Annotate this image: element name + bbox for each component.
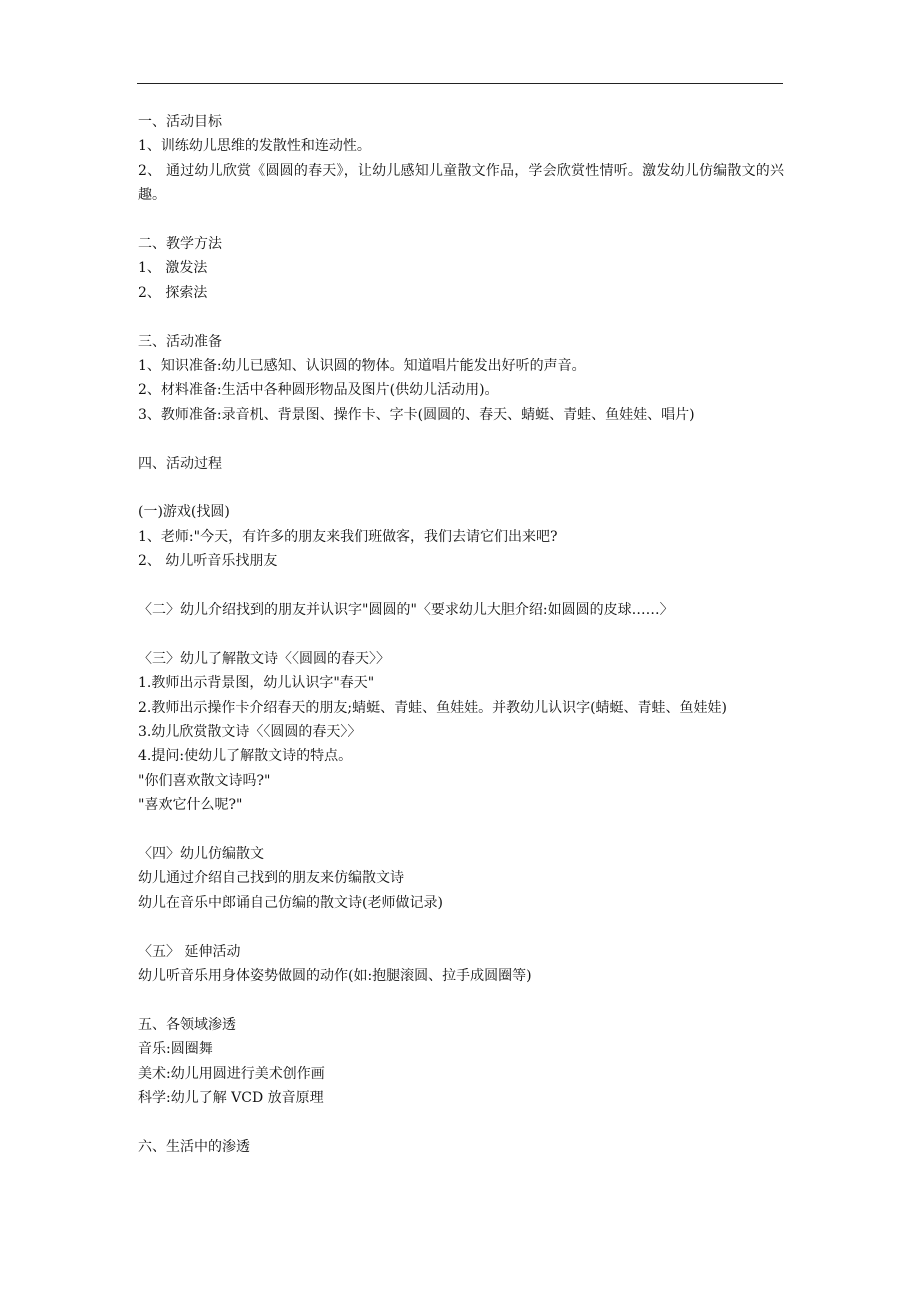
prep-item-3: 3、教师准备:录音机、背景图、操作卡、字卡(圆圆的、春天、蜻蜓、青蛙、鱼娃娃、唱片) <box>138 406 695 423</box>
section-heading-process: 四、活动过程 <box>138 455 222 472</box>
process-part3-question-1: "你们喜欢散文诗吗?" <box>138 772 271 789</box>
document-body <box>138 110 784 1159</box>
process-part1-item-2: 2、 幼儿听音乐找朋友 <box>138 553 278 570</box>
prep-item-1: 1、知识准备:幼儿已感知、认识圆的物体。知道唱片能发出好听的声音。 <box>138 358 586 375</box>
process-part3-question-2: "喜欢它什么呢?" <box>138 797 243 814</box>
spacer <box>138 305 784 329</box>
section-heading-goals: 一、活动目标 <box>138 114 222 130</box>
process-part4-item-2: 幼儿在音乐中郎诵自己仿编的散文诗(老师做记录) <box>138 894 443 911</box>
header-rule <box>137 83 783 84</box>
method-item-1: 1、 激发法 <box>138 260 208 277</box>
domain-item-music: 音乐:圆圈舞 <box>138 1041 213 1058</box>
spacer <box>138 208 784 232</box>
process-part4-title: 〈四〉幼儿仿编散文 <box>138 846 264 863</box>
process-part4-item-1: 幼儿通过介绍自己找到的朋友来仿编散文诗 <box>138 870 404 887</box>
spacer <box>138 427 784 451</box>
domain-item-science: 科学:幼儿了解 VCD 放音原理 <box>138 1090 324 1107</box>
section-heading-domains: 五、各领域渗透 <box>138 1016 236 1033</box>
section-heading-life: 六、生活中的渗透 <box>138 1138 250 1155</box>
spacer <box>138 622 784 646</box>
spacer <box>138 476 784 500</box>
method-item-2: 2、 探索法 <box>138 284 208 301</box>
process-part3-item-3: 3.幼儿欣赏散文诗〈〈圆圆的春天〉〉 <box>138 724 362 741</box>
process-part1-title: (一)游戏(找圆) <box>138 504 230 521</box>
spacer <box>138 574 784 598</box>
process-part5-title: 〈五〉 延伸活动 <box>138 943 241 960</box>
spacer <box>138 818 784 842</box>
spacer <box>138 915 784 939</box>
spacer <box>138 1111 784 1135</box>
section-heading-prep: 三、活动准备 <box>138 333 222 350</box>
process-part3-item-4: 4.提问:使幼儿了解散文诗的特点。 <box>138 748 353 765</box>
prep-item-2: 2、材料准备:生活中各种圆形物品及图片(供幼儿活动用)。 <box>138 382 499 399</box>
goal-item-1: 1、训练幼儿思维的发散性和连动性。 <box>138 138 371 155</box>
domain-item-art: 美术:幼儿用圆进行美术创作画 <box>138 1065 325 1082</box>
section-heading-methods: 二、教学方法 <box>138 236 222 253</box>
process-part5-item-1: 幼儿听音乐用身体姿势做圆的动作(如:抱腿滚圆、拉手成圆圈等) <box>138 968 532 985</box>
goal-item-2: 2、 通过幼儿欣赏《圆圆的春天》，让幼儿感知儿童散文作品，学会欣赏性情听。激发幼儿仿编散文的兴趣。 <box>138 162 784 204</box>
process-part2-title: 〈二〉幼儿介绍找到的朋友并认识字"圆圆的"〈要求幼儿大胆介绍:如圆圆的皮球……〉 <box>138 602 674 619</box>
process-part3-item-1: 1.教师出示背景图，幼儿认识字"春天" <box>138 675 375 692</box>
process-part1-item-1: 1、老师:"今天，有许多的朋友来我们班做客，我们去请它们出来吧? <box>138 528 558 545</box>
process-part3-title: 〈三〉幼儿了解散文诗〈〈圆圆的春天〉〉 <box>138 650 390 667</box>
spacer <box>138 989 784 1013</box>
process-part3-item-2: 2.教师出示操作卡介绍春天的朋友;蜻蜓、青蛙、鱼娃娃。并教幼儿认识字(蜻蜓、青蛙、鱼娃娃) <box>138 699 727 716</box>
